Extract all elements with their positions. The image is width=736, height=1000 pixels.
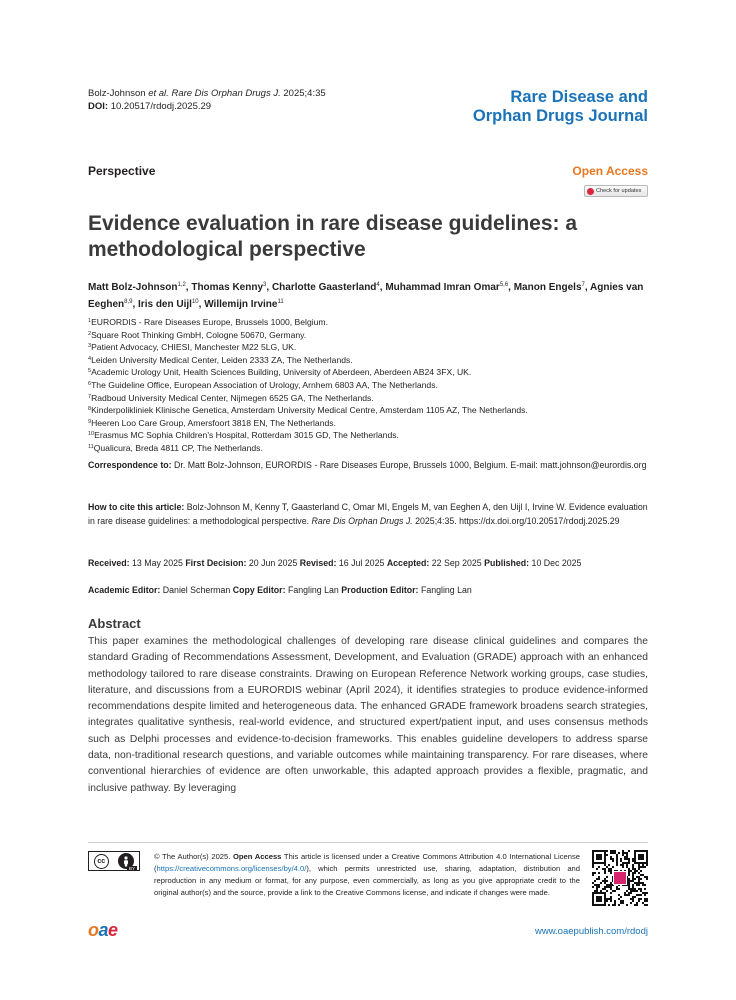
header-etal: et al.: [148, 88, 169, 99]
date-label: Revised:: [299, 558, 337, 568]
affiliation-item: $^3$Patient Advocacy, CHIESI, Manchester M22 5LG, UK.: [88, 342, 297, 353]
author-name: Charlotte Gaasterland: [271, 282, 377, 293]
journal-name-line2: Orphan Drugs Journal: [472, 107, 648, 125]
header-author: Bolz-Johnson: [88, 88, 149, 99]
journal-name-line1: Rare Disease and: [510, 88, 648, 106]
editors: [88, 583, 648, 597]
author-affiliation-marker: 8,9: [124, 299, 133, 305]
affiliation-item: $^2$Square Root Thinking GmbH, Cologne 50670, Germany.: [88, 329, 307, 340]
license-open-access: Open Access: [233, 852, 282, 861]
history-dates: [88, 556, 648, 570]
affiliation-item: $^9$Heeren Loo Care Group, Amersfoort 3818 EN, The Netherlands.: [88, 417, 336, 428]
abstract-text: This paper examines the methodological challenges of developing rare disease clinical guidelines and compares the standard Grading of Recommendations Assessment, Development, and Evaluation (GRADE) approach with an enhanced methodology tailored to rare disease constraints. Drawing on European Reference Network working groups, case studies, literature, and discussions from a EURORDIS webinar (April 2024), it identifies strategies to produce evidence-informed recommendations despite limited and heterogeneous data. The enhanced GRADE framework broadens search strategies, integrates qualitative synthesis, real-world evidence, and structured expert/patient input, and uses consensus methods such as Delphi processes and evidence-to-decision frameworks. This enables guideline developers to address sparse data, non-traditional research questions, and variable outcomes while maintaining transparency. For rare diseases, where conventional hierarchies of evidence are often unworkable, this adapted approach provides a flexible, pragmatic, and inclusive pathway. By leveraging: [88, 636, 648, 794]
date-label: Received:: [88, 558, 130, 568]
editor-label: Academic Editor:: [88, 585, 161, 595]
license-copyright: © The Author(s) 2025.: [154, 852, 234, 861]
logo-letter-a: a: [98, 920, 109, 940]
author-affiliation-marker: 1,2: [177, 282, 186, 288]
affiliation-item: $^6$The Guideline Office, European Association of Urology, Arnhem 6803 AA, The Netherlands.: [88, 379, 438, 390]
date-value: 13 May 2025: [129, 558, 186, 568]
author-affiliation-marker: 3: [263, 282, 267, 288]
date-value: 20 Jun 2025: [246, 558, 300, 568]
crossmark-icon: [587, 188, 594, 195]
affiliation-item: $^7$Radboud University Medical Center, Nijmegen 6525 GA, The Netherlands.: [88, 392, 374, 403]
license-link[interactable]: https://creativecommons.org/licenses/by/4.0/: [156, 864, 307, 873]
affiliation-item: $^4$Leiden University Medical Center, Leiden 2333 ZA, The Netherlands.: [88, 354, 353, 365]
qr-code: [592, 850, 648, 906]
by-tag: BY: [128, 866, 135, 871]
check-for-updates-button[interactable]: [584, 185, 648, 197]
editor-value: Fangling Lan: [418, 585, 472, 595]
cc-by-license-badge[interactable]: [88, 851, 140, 871]
creative-commons-icon: cc: [94, 854, 109, 869]
citation-header: [88, 88, 326, 113]
author-name: Agnies van Eeghen: [88, 282, 644, 310]
author-affiliation-marker: 10: [191, 299, 199, 305]
affiliation-item: $^{10}$Erasmus MC Sophia Children's Hospital, Rotterdam 3015 GD, The Netherlands.: [88, 430, 399, 441]
oae-logo: [88, 920, 118, 941]
journal-website-link[interactable]: www.oaepublish.com/rdodj: [534, 926, 648, 937]
license-body-1: This article is licensed under a Creative Commons Attribution 4.0 International License (: [154, 852, 580, 873]
date-value: 22 Sep 2025: [429, 558, 485, 568]
cite-label: How to cite this article:: [88, 502, 185, 512]
editor-label: Production Editor:: [341, 585, 419, 595]
header-year-vol: 2025;4:35: [283, 88, 326, 99]
author-list: Matt Bolz-Johnson$^{1,2}$, Thomas Kenny$^3$, Charlotte Gaasterland$^4$, Muhammad Imran Omar$^{5,6}$, Manon Engels$^7$, Agnies van Eeghen$^{8,9}$, Iris den Uijl$^{10}$, Willemijn Irvine$^{11}$: [88, 282, 644, 310]
date-label: First Decision:: [185, 558, 247, 568]
cite-journal: Rare Dis Orphan Drugs J.: [311, 516, 413, 526]
affiliation-item: $^1$EURORDIS - Rare Diseases Europe, Brussels 1000, Belgium.: [88, 317, 328, 327]
header-journal-abbr: Rare Dis Orphan Drugs J.: [171, 88, 281, 99]
abstract-heading: Abstract: [88, 616, 141, 631]
date-value: 10 Dec 2025: [529, 558, 582, 568]
author-affiliation-marker: 7: [581, 282, 585, 288]
author-name: Thomas Kenny: [191, 282, 264, 293]
license-text: [154, 851, 580, 899]
author-affiliation-marker: 5,6: [499, 282, 509, 288]
author-name: Manon Engels: [513, 282, 582, 293]
correspondence: [88, 458, 648, 472]
date-value: 16 Jul 2025: [336, 558, 387, 568]
date-label: Accepted:: [386, 558, 430, 568]
journal-name: [388, 88, 648, 126]
cite-text: Bolz-Johnson M, Kenny T, Gaasterland C, Omar MI, Engels M, van Eeghen A, den Uijl I, Irvine W. Evidence evaluation in rare disease guidelines: a methodological perspective.: [88, 502, 648, 526]
cite-doi: 2025;4:35. https://dx.doi.org/10.20517/rdodj.2025.29: [412, 516, 620, 526]
author-name: Muhammad Imran Omar: [385, 282, 500, 293]
logo-letter-o: o: [88, 920, 99, 940]
editor-value: Fangling Lan: [285, 585, 342, 595]
author-affiliation-marker: 4: [376, 282, 380, 288]
doi-value[interactable]: 10.20517/rdodj.2025.29: [110, 100, 212, 112]
correspondence-label: Correspondence to:: [88, 460, 172, 470]
doi-label: DOI:: [88, 100, 109, 112]
logo-letter-e: e: [108, 920, 118, 940]
author-name: Willemijn Irvine: [204, 299, 278, 310]
editor-label: Copy Editor:: [232, 585, 286, 595]
editor-value: Daniel Scherman: [160, 585, 233, 595]
article-type: Perspective: [88, 164, 156, 178]
check-updates-label: Check for updates: [596, 188, 642, 194]
author-affiliation-marker: 11: [277, 299, 284, 305]
open-access-label: Open Access: [572, 164, 648, 178]
affiliation-item: $^5$Academic Urology Unit, Health Sciences Building, University of Aberdeen, Aberdeen AB24 3FX, UK.: [88, 367, 472, 378]
correspondence-text: Dr. Matt Bolz-Johnson, EURORDIS - Rare Diseases Europe, Brussels 1000, Belgium. E-mail: matt.johnson@eurordis.org: [171, 460, 647, 470]
affiliation-item: $^8$Kinderpolikliniek Klinische Genetica, Amsterdam University Medical Centre, Amsterdam 1105 AZ, The Netherlands.: [88, 405, 528, 416]
how-to-cite: [88, 500, 648, 528]
date-label: Published:: [484, 558, 530, 568]
author-name: Matt Bolz-Johnson: [88, 282, 178, 293]
article-title: Evidence evaluation in rare disease guidelines: a methodological perspective: [88, 212, 578, 261]
license-body-2: ), which permits unrestricted use, sharing, adaptation, distribution and reproduction in any medium or format, for any purpose, even commercially, as long as you give appropriate credit to the original author(s) and the source, provide a link to the Creative Commons license, and indicate if changes were made.: [154, 864, 580, 897]
affiliation-list: [88, 316, 648, 455]
footer-divider: [88, 842, 648, 843]
affiliation-item: $^{11}$Qualicura, Breda 4811 CP, The Netherlands.: [88, 442, 263, 453]
author-name: Iris den Uijl: [138, 299, 192, 310]
